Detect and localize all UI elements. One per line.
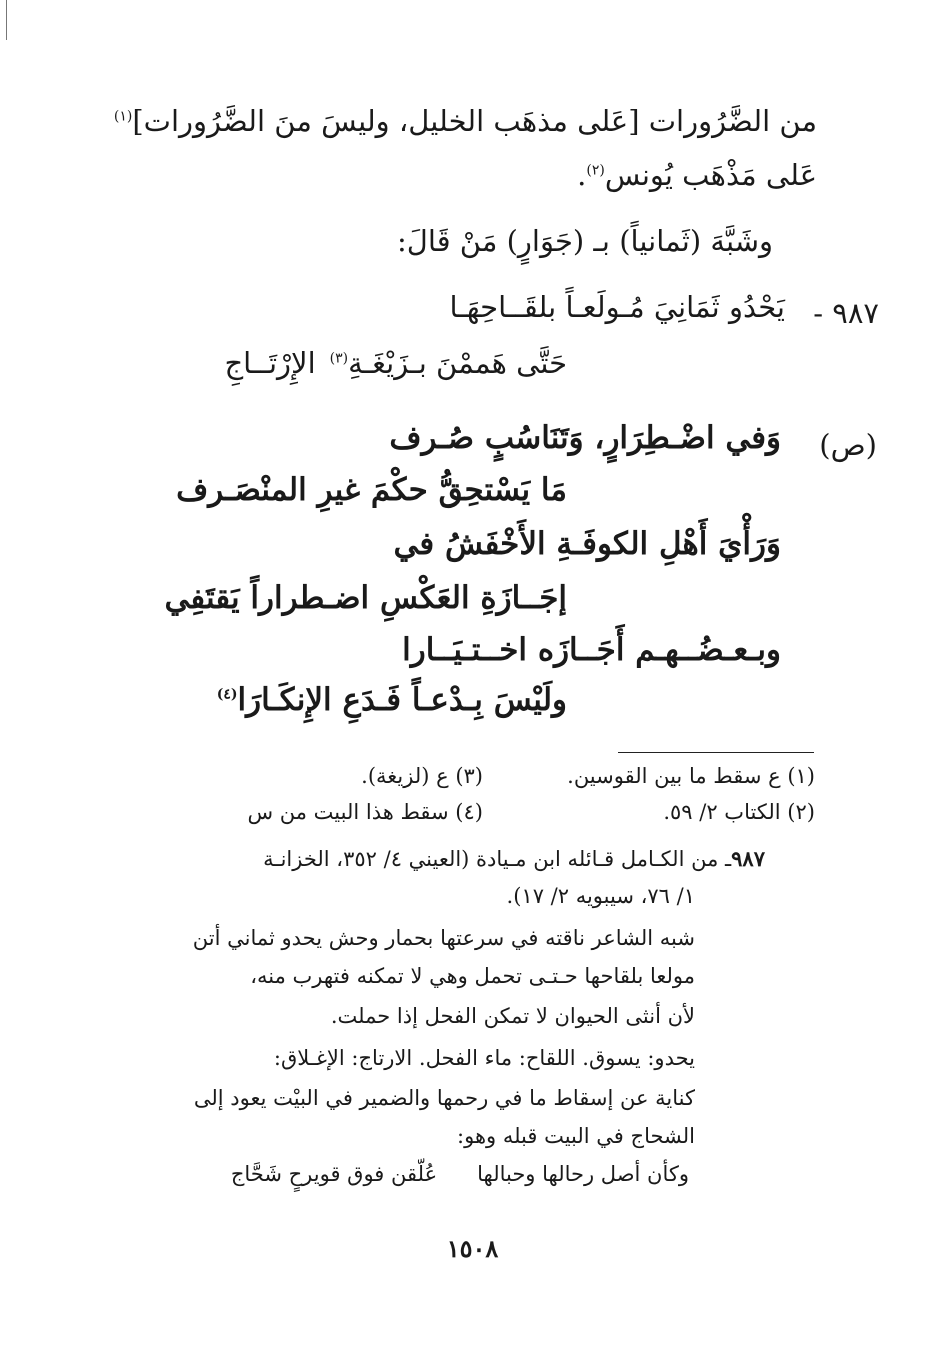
- page-edge-mark: [6, 0, 7, 40]
- footnote-3: (٣) ع (لزيغة).: [361, 764, 483, 788]
- commentary-line-3: شبه الشاعر ناقته في سرعتها بحمار وحش يحدو ثماني أتن: [192, 926, 695, 950]
- footnote-1: (١) ع سقط ما بين القوسين.: [567, 764, 815, 788]
- verse-second-end: الإِرْتَــاجِ: [224, 346, 316, 380]
- footnote-4: (٤) سقط هذا البيت من س: [247, 800, 483, 824]
- commentary-line-8: الشحاج في البيت قبله وهو:: [457, 1124, 695, 1148]
- main-line-1: [114, 104, 817, 138]
- commentary-quote: [231, 1162, 689, 1186]
- main-line-2: [577, 158, 817, 192]
- main-line-3-text: وشَبَّهَ (ثَمانياً) بـ (جَوَارٍ) مَنْ قَالَ:: [397, 224, 773, 258]
- poem-line-4: إجَــازَةِ العَكْسِ اضـطراراً يَقتَفِي: [164, 580, 567, 616]
- poem-line-1: وَفي اضْـطِرَارٍ، وَتَنَاسُبٍ صُـرف: [389, 420, 781, 456]
- footnote-ref-1: (١): [113, 108, 133, 125]
- commentary-line-6: يحدو: يسوق. اللقاح: ماء الفحل. الارتاج: الإغـلاق:: [273, 1046, 695, 1070]
- footnote-ref-4: (٤): [216, 686, 238, 703]
- commentary-line-7: كناية عن إسقاط ما في رحمها والضمير في البيْت يعود إلى: [193, 1086, 695, 1110]
- main-line-2-text: عَلى مَذْهَب يُونس: [604, 158, 817, 192]
- poem-line-6: [217, 682, 567, 718]
- commentary-line-5: لأن أنثى الحيوان لا تمكن الفحل إذا حملت.: [330, 1004, 695, 1028]
- poem-line-5: وبـعـضُــهـم أَجَــازَه اخــتـيَــارا: [402, 632, 781, 668]
- footnote-ref-3: (٣): [329, 350, 349, 367]
- quote-first-hemistich: وكأن أصل رحالها وحبالها: [477, 1162, 689, 1186]
- main-line-2-end: .: [577, 158, 587, 192]
- footnote-ref-2: (٢): [586, 162, 605, 179]
- commentary-line-1-text: ـ من الكـامل قـائله ابن مـيادة (العيني ٤/ ٣٥٢، الخزانـة: [263, 847, 732, 871]
- commentary-line-2: ١/ ٧٦، سيبويه ٢/ ١٧).: [506, 884, 695, 908]
- poem-line-3: وَرَأْيَ أَهْلِ الكوفَـةِ الأَخْفَشُ في: [393, 526, 781, 562]
- poem-line-2: مَا يَسْتحِقُّ حكْمَ غيرِ المنْصَـرف: [176, 472, 567, 508]
- commentary-line-1: [263, 846, 765, 871]
- commentary-verse-number: ٩٨٧: [731, 846, 765, 871]
- commentary-line-4: مولعا بلقاحها حـتـى تحمل وهي لا تمكنه فتهرب منه،: [250, 964, 695, 988]
- verse-first-hemistich: يَحْدُو ثَمَانِيَ مُـولَعـاً بلقَــاحِهَـا: [449, 290, 785, 324]
- main-line-1-text: من الضَّرُورات [عَلى مذهَب الخليل، وليسَ منَ الضَّرُورات]: [132, 104, 817, 138]
- sad-label: (ص): [819, 428, 877, 462]
- verse-second-text: حَتَّى هَممْنَ بـزَيْغَـةِ: [348, 346, 567, 380]
- footnote-2: (٢) الكتاب ٢/ ٥٩.: [663, 800, 815, 824]
- main-line-3: [397, 224, 773, 258]
- page-number: ١٥٠٨: [446, 1234, 499, 1263]
- poem-line-6-text: ولَيْسَ بِـدْعـاً فَـدَعِ الإِنكَـارَا: [237, 682, 567, 718]
- quote-second-hemistich: عُلّقن فوق قويرحٍ شَحَّاج: [230, 1162, 438, 1186]
- footnote-separator: [618, 752, 814, 753]
- verse-second-hemistich: [224, 346, 567, 380]
- verse-number: ٩٨٧ -: [813, 296, 879, 330]
